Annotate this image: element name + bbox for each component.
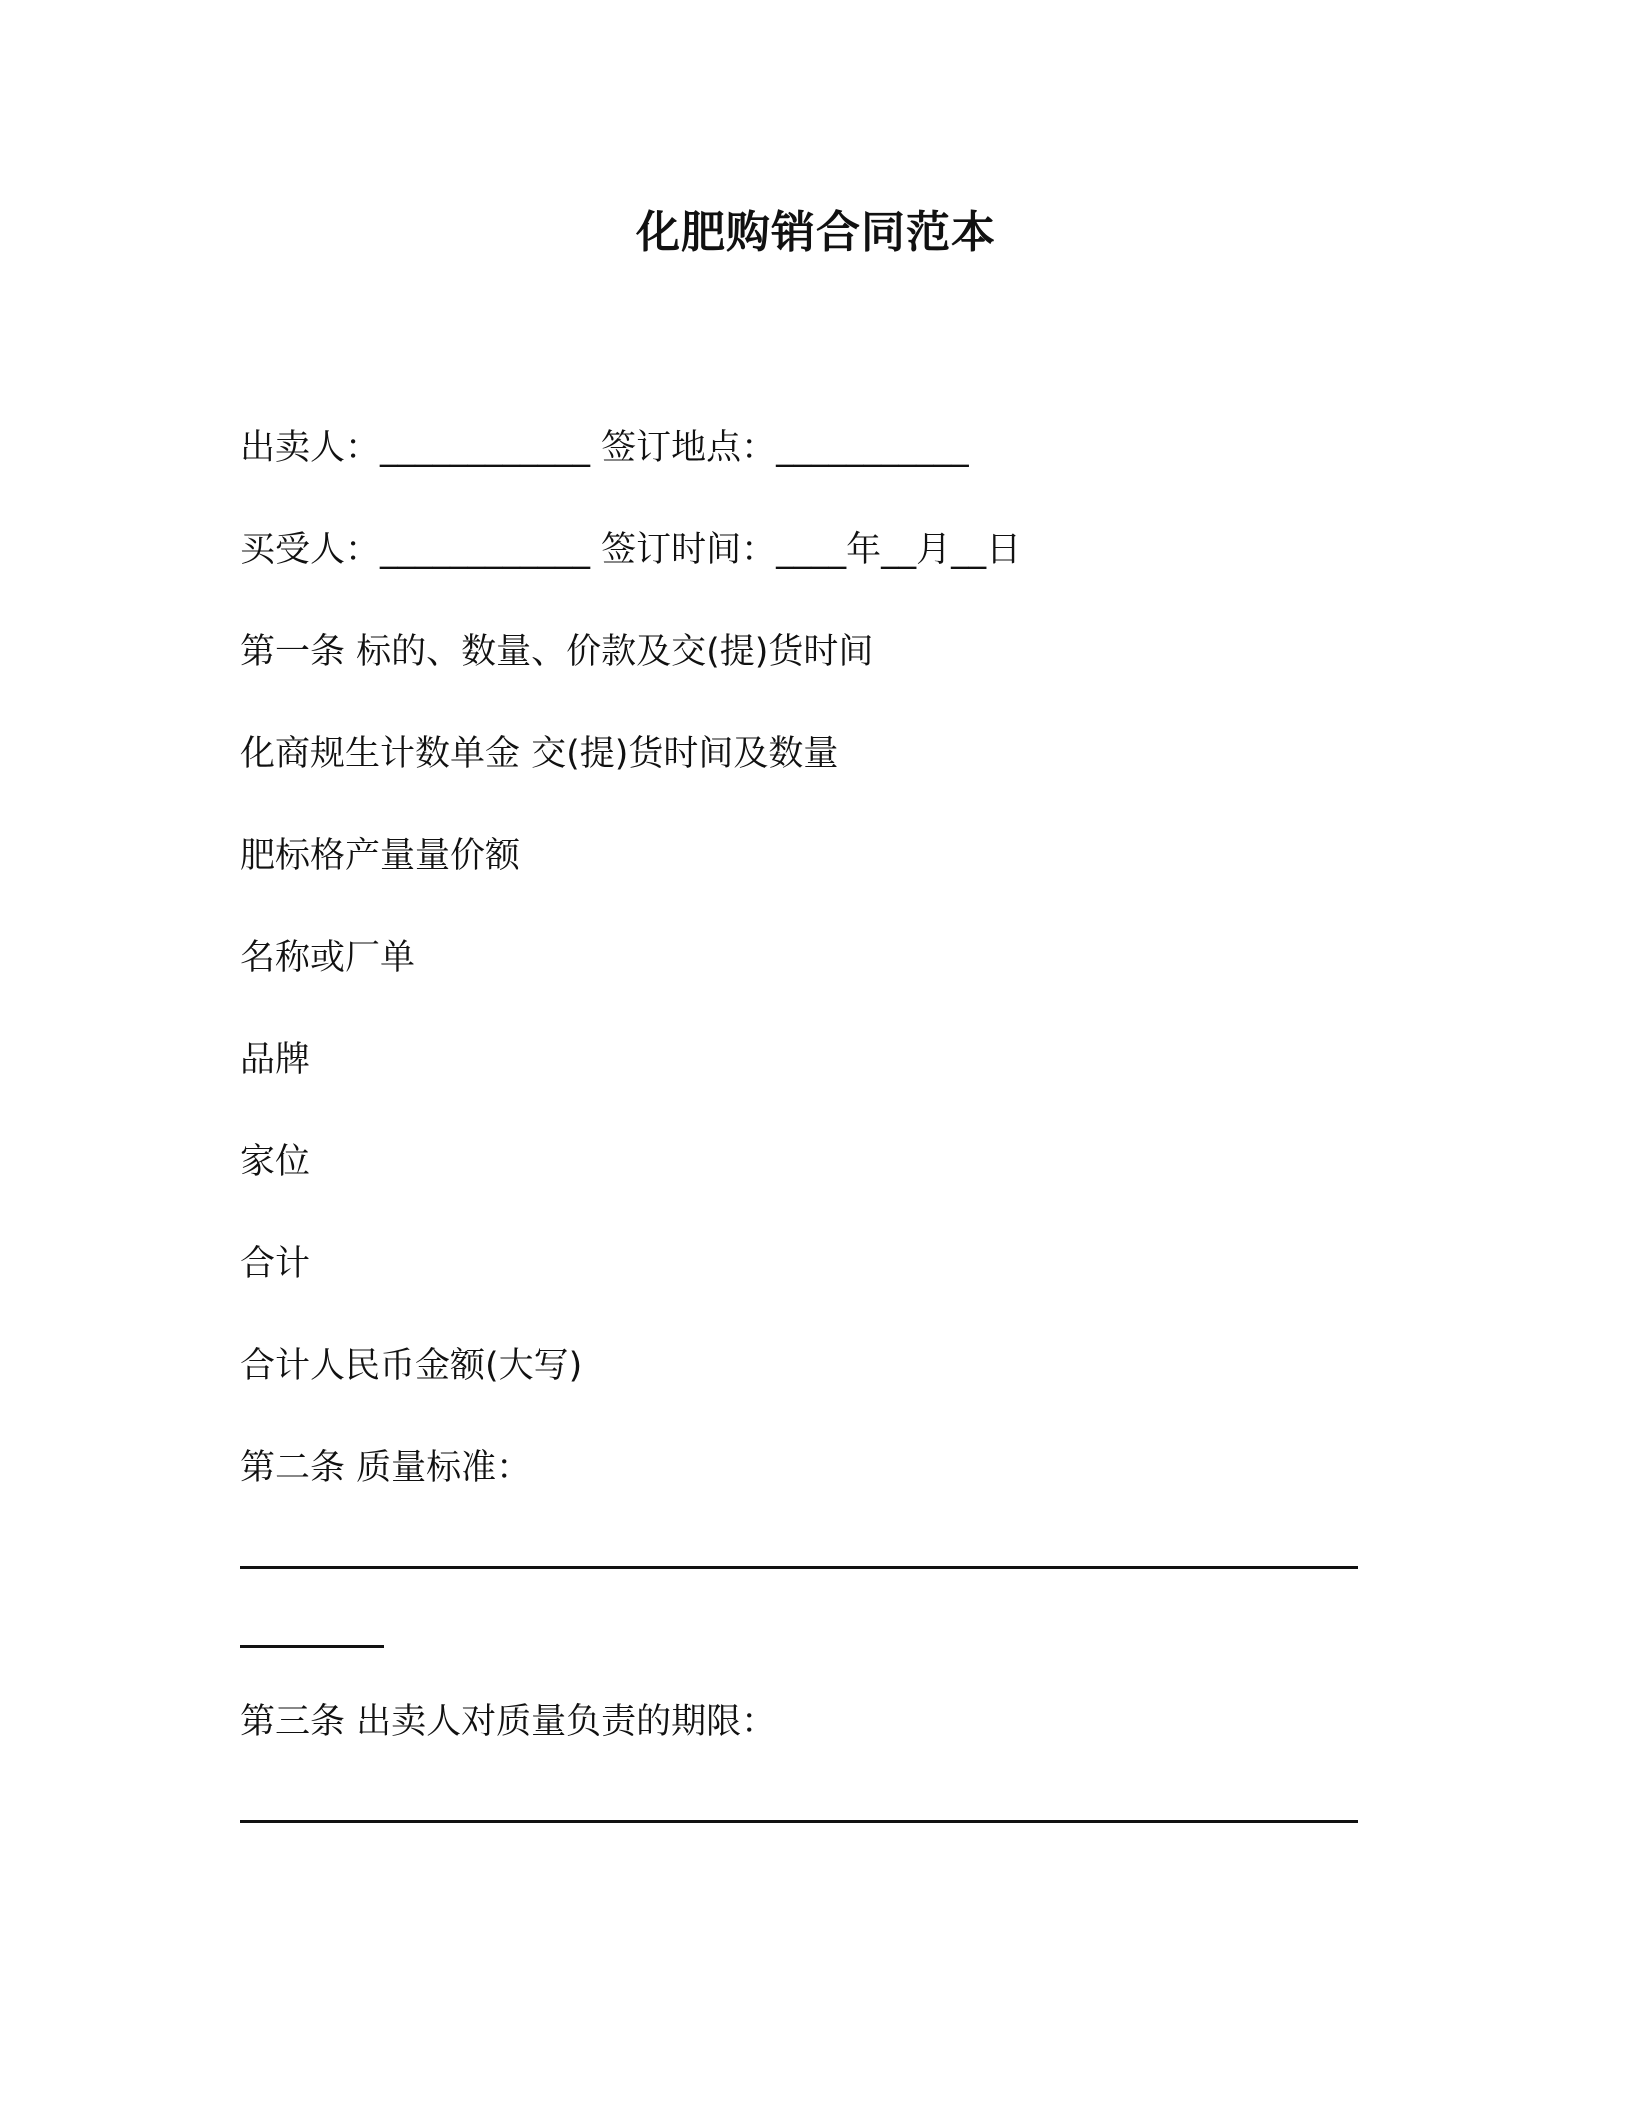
article-two-heading: 第二条 质量标准：: [240, 1448, 532, 1488]
article-one-heading: 第一条 标的、数量、价款及交(提)货时间: [240, 632, 874, 672]
buyer-signing-date-line: 买受人：____________ 签订时间：____年__月__日: [240, 530, 1022, 570]
article-three-heading: 第三条 出卖人对质量负责的期限：: [240, 1702, 777, 1742]
table-header-row-4: 品牌: [240, 1040, 311, 1080]
quality-standard-blank-line-2: [240, 1645, 384, 1648]
quality-period-blank-line: [240, 1820, 1358, 1823]
table-header-row-1: 化商规生计数单金 交(提)货时间及数量: [240, 734, 839, 774]
table-header-row-5: 家位: [240, 1142, 311, 1182]
total-row: 合计: [240, 1244, 311, 1284]
seller-signing-place-line: 出卖人：____________ 签订地点：___________: [240, 428, 969, 468]
document-title: 化肥购销合同范本: [636, 207, 996, 258]
table-header-row-2: 肥标格产量量价额: [240, 836, 521, 876]
total-rmb-amount-row: 合计人民币金额(大写): [240, 1346, 583, 1386]
table-header-row-3: 名称或厂单: [240, 938, 416, 978]
quality-standard-blank-line-1: [240, 1566, 1358, 1569]
